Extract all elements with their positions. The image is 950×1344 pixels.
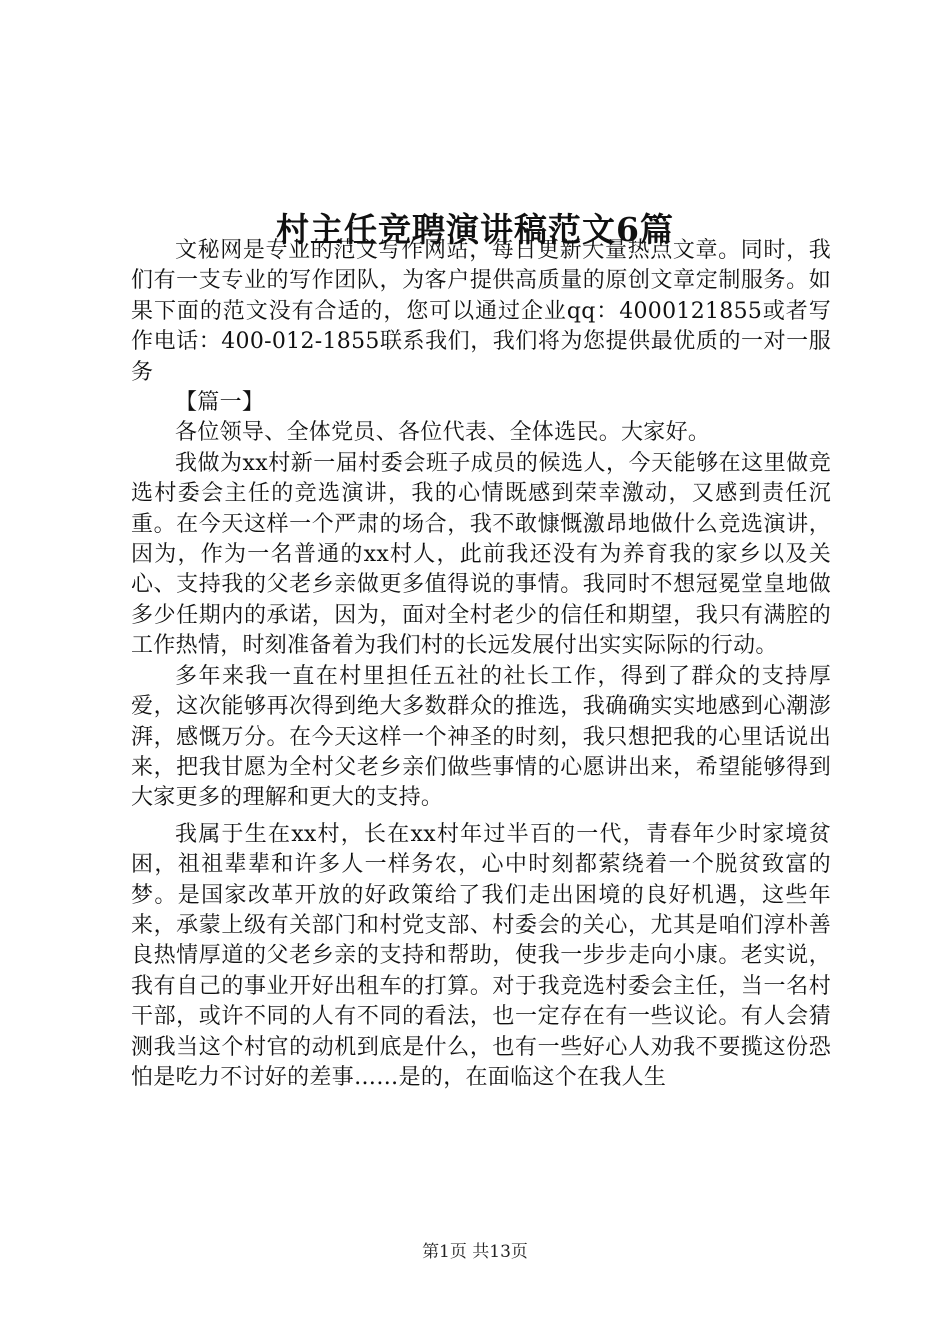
document-body [131,236,831,1093]
body-paragraph: 我属于生在xx村，长在xx村年过半百的一代，青春年少时家境贫困，祖祖辈辈和许多人一样务农，心中时刻都萦绕着一个脱贫致富的梦。是国家改革开放的好政策给了我们走出困境的良好机遇，这些年来，承蒙上级有关部门和村党支部、村委会的关心，尤其是咱们淳朴善良热情厚道的父老乡亲的支持和帮助，使我一步步走向小康。老实说，我有自己的事业开好出租车的打算。对于我竞选村委会主任，当一名村干部，或许不同的人有不同的看法，也一定存在有一些议论。有人会猜测我当这个村官的动机到底是什么，也有一些好心人劝我不要揽这份恐怕是吃力不讨好的差事……是的，在面临这个在我人生 [131,821,831,1090]
page-number-footer: 第1页 共13页 [422,1242,528,1262]
body-paragraph: 多年来我一直在村里担任五社的社长工作，得到了群众的支持厚爱，这次能够再次得到绝大多数群众的推选，我确确实实地感到心潮澎湃，感慨万分。在今天这样一个神圣的时刻，我只想把我的心里话说出来，把我甘愿为全村父老乡亲们做些事情的心愿讲出来，希望能够得到大家更多的理解和更大的支持。 [131,663,831,811]
body-paragraph: 我做为xx村新一届村委会班子成员的候选人，今天能够在这里做竞选村委会主任的竞选演讲，我的心情既感到荣幸激动，又感到责任沉重。在今天这样一个严肃的场合，我不敢慷慨激昂地做什么竞选演讲，因为，作为一名普通的xx村人，此前我还没有为养育我的家乡以及关心、支持我的父老乡亲做更多值得说的事情。我同时不想冠冕堂皇地做多少任期内的承诺，因为，面对全村老少的信任和期望，我只有满腔的工作热情，时刻准备着为我们村的长远发展付出实实际际的行动。 [131,450,831,659]
section-heading: 【篇一】 [175,390,265,416]
intro-paragraph: 文秘网是专业的范文写作网站，每日更新大量热点文章。同时，我们有一支专业的写作团队，为客户提供高质量的原创文章定制服务。如果下面的范文没有合适的，您可以通过企业qq：4000121855或者写作电话：400-012-1855联系我们，我们将为您提供最优质的一对一服务 [131,238,831,385]
document-title: 村主任竞聘演讲稿范文6篇 [276,210,674,250]
greeting-paragraph: 各位领导、全体党员、各位代表、全体选民。大家好。 [175,420,711,446]
